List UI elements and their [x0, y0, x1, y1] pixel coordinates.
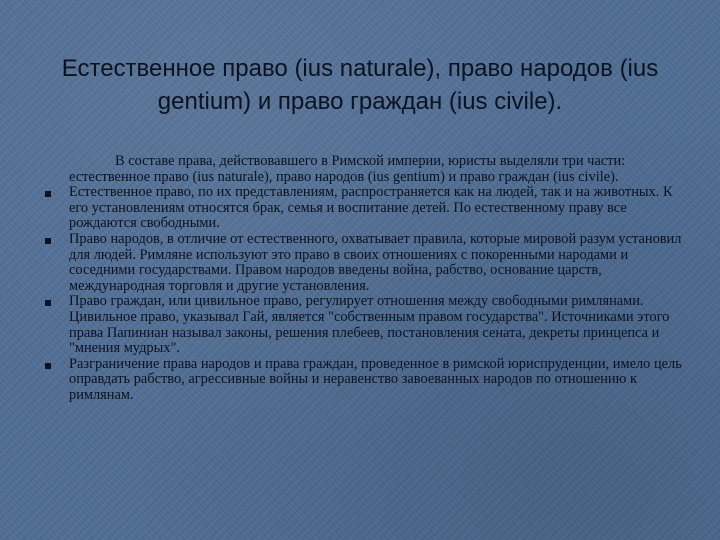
slide-body [45, 154, 685, 404]
bullet-item-law-of-nations [45, 232, 685, 294]
bullet-item-civil-law [45, 294, 685, 356]
bullet-text: Право граждан, или цивильное право, регулирует отношения между свободными римлянами. Цивильное право, указывал Гай, является "собственным правом государства". Источниками этого права Папиниан называл законы, решения плебеев, постановления сената, декреты принцепса и "мнения мудрых". [69, 293, 670, 357]
bullet-text: Право народов, в отличие от естественного, охватывает правила, которые мировой разум установил для людей. Римляне используют это право в своих отношениях с покоренными народами и соседними государствами. Правом народов введены война, рабство, основание царств, международная торговля и другие установления. [69, 230, 682, 294]
square-bullet-icon [45, 300, 51, 306]
square-bullet-icon [45, 191, 51, 197]
bullet-list [45, 185, 685, 403]
slide-title: Естественное право (ius naturale), право народов (ius gentium) и право граждан (ius civile). [61, 55, 659, 115]
square-bullet-icon [45, 363, 51, 369]
square-bullet-icon [45, 238, 51, 244]
intro-paragraph: В составе права, действовавшего в Римской империи, юристы выделяли три части: естественное право (ius naturale), право народов (ius gentium) и право граждан (ius civile). [69, 153, 626, 185]
bullet-text: Разграничение права народов и права граждан, проведенное в римской юриспруденции, имело цель оправдать рабство, агрессивные войны и неравенство завоеванных народов по отношению к римлянам. [69, 355, 682, 403]
bullet-item-natural-law [45, 185, 685, 232]
bullet-item-distinction [45, 357, 685, 404]
bullet-text: Естественное право, по их представлениям, распространяется как на людей, так и на животных. К его установлениям относятся брак, семья и воспитание детей. По естественному праву все рождаются свободными. [69, 184, 673, 232]
